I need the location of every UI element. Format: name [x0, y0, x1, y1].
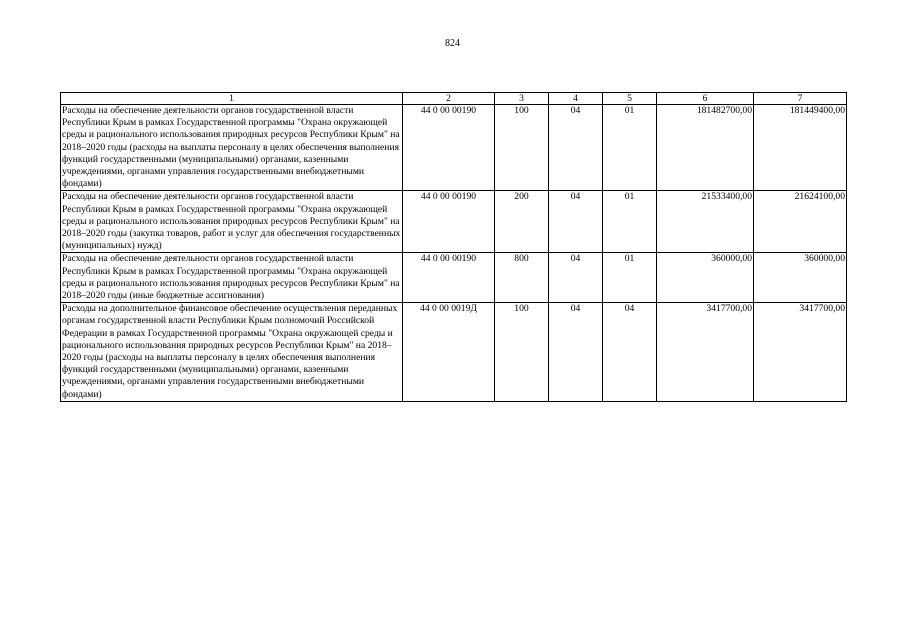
row-expense-type: 200 — [495, 191, 549, 253]
row-amount-col7: 181449400,00 — [754, 105, 847, 191]
row-amount-col7: 3417700,00 — [754, 303, 847, 402]
column-header-4: 4 — [549, 93, 603, 105]
row-description: Расходы на дополнительное финансовое обеспечение осуществления переданных органам государственной власти Республики Крым полномочий Российской Федерации в рамках Государственной программы "Охрана окружающей среды и рационального использования природных ресурсов Республики Крым" на 2018–2020 годы (расходы на выплаты персоналу в целях обеспечения выполнения функций государственными (муниципальными) органами, казенными учреждениями, органами управления государственными внебюджетными фондами) — [61, 303, 403, 402]
row-section: 04 — [549, 191, 603, 253]
column-header-1: 1 — [61, 93, 403, 105]
row-expense-type: 100 — [495, 303, 549, 402]
row-target-code: 44 0 00 00190 — [403, 191, 495, 253]
column-header-5: 5 — [603, 93, 657, 105]
row-subsection: 01 — [603, 253, 657, 303]
row-section: 04 — [549, 303, 603, 402]
row-target-code: 44 0 00 00190 — [403, 253, 495, 303]
row-amount-col7: 21624100,00 — [754, 191, 847, 253]
row-amount-col6: 21533400,00 — [657, 191, 754, 253]
column-header-7: 7 — [754, 93, 847, 105]
table-row — [61, 253, 847, 303]
row-amount-col6: 360000,00 — [657, 253, 754, 303]
column-header-3: 3 — [495, 93, 549, 105]
page-number: 824 — [445, 38, 460, 49]
row-section: 04 — [549, 105, 603, 191]
column-header-6: 6 — [657, 93, 754, 105]
row-subsection: 01 — [603, 191, 657, 253]
column-header-2: 2 — [403, 93, 495, 105]
row-target-code: 44 0 00 00190 — [403, 105, 495, 191]
row-target-code: 44 0 00 0019Д — [403, 303, 495, 402]
row-description: Расходы на обеспечение деятельности органов государственной власти Республики Крым в рамках Государственной программы "Охрана окружающей среды и рационального использования природных ресурсов Республики Крым" на 2018–2020 годы (закупка товаров, работ и услуг для обеспечения государственных (муниципальных) нужд) — [61, 191, 403, 253]
row-amount-col6: 181482700,00 — [657, 105, 754, 191]
row-amount-col6: 3417700,00 — [657, 303, 754, 402]
table-row — [61, 105, 847, 191]
row-subsection: 04 — [603, 303, 657, 402]
row-subsection: 01 — [603, 105, 657, 191]
row-section: 04 — [549, 253, 603, 303]
budget-table — [60, 92, 847, 402]
row-description: Расходы на обеспечение деятельности органов государственной власти Республики Крым в рамках Государственной программы "Охрана окружающей среды и рационального использования природных ресурсов Республики Крым" на 2018–2020 годы (расходы на выплаты персоналу в целях обеспечения выполнения функций государственными (муниципальными) органами, казенными учреждениями, органами управления государственными внебюджетными фондами) — [61, 105, 403, 191]
row-description: Расходы на обеспечение деятельности органов государственной власти Республики Крым в рамках Государственной программы "Охрана окружающей среды и рационального использования природных ресурсов Республики Крым" на 2018–2020 годы (иные бюджетные ассигнования) — [61, 253, 403, 303]
header-row — [61, 93, 847, 105]
table-row — [61, 191, 847, 253]
row-expense-type: 800 — [495, 253, 549, 303]
row-amount-col7: 360000,00 — [754, 253, 847, 303]
row-expense-type: 100 — [495, 105, 549, 191]
table-row — [61, 303, 847, 402]
